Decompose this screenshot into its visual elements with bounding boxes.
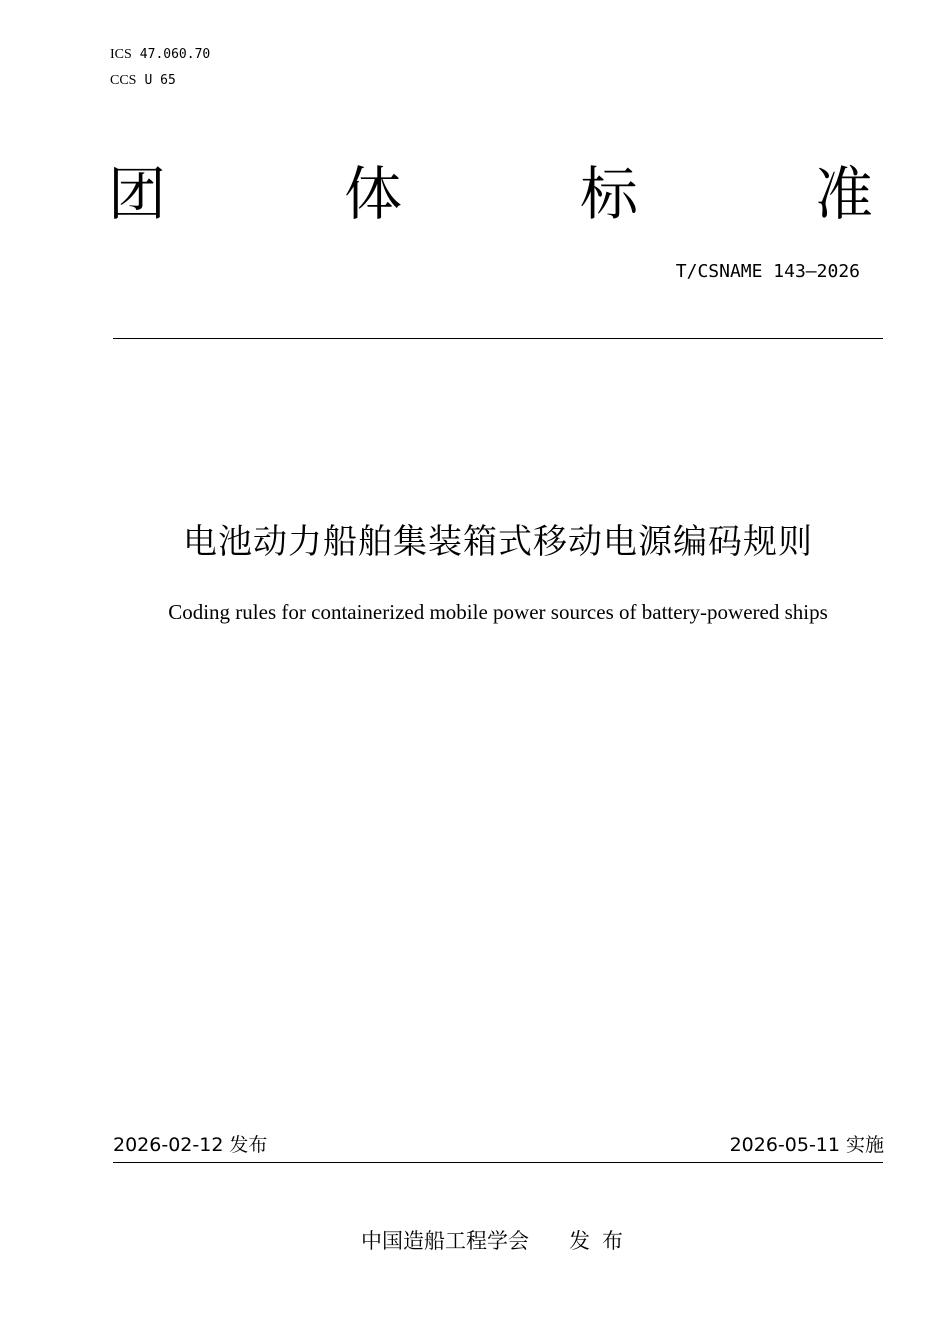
issue-label: 发布 [229,1134,268,1156]
english-title: Coding rules for containerized mobile power sources of battery-powered ships [168,600,828,624]
ics-code: 47.060.70 [139,47,211,62]
implementation-date-line [730,1132,884,1158]
publish-label: 发布 [569,1229,635,1253]
standard-type-char: 准 [815,160,874,228]
chinese-title: 电池动力船舶集装箱式移动电源编码规则 [183,522,813,562]
header-divider [113,338,883,339]
issue-date: 2026-02-12 [113,1134,224,1156]
ccs-label: CCS [110,73,137,88]
implementation-label: 实施 [845,1134,884,1156]
standard-type-char: 团 [108,160,167,228]
ccs-code: U 65 [144,73,176,88]
ics-classification [110,46,210,64]
publisher-line [0,1227,950,1255]
footer-divider [113,1162,883,1163]
standard-type-char: 体 [344,160,403,228]
publishing-organization: 中国造船工程学会 [361,1229,529,1253]
ics-label: ICS [110,47,132,62]
implementation-date: 2026-05-11 [729,1134,840,1156]
issue-date-line [113,1132,267,1158]
standard-type-char: 标 [580,160,639,228]
standard-number: T/CSNAME 143—2026 [675,261,860,282]
ccs-classification [110,72,176,90]
